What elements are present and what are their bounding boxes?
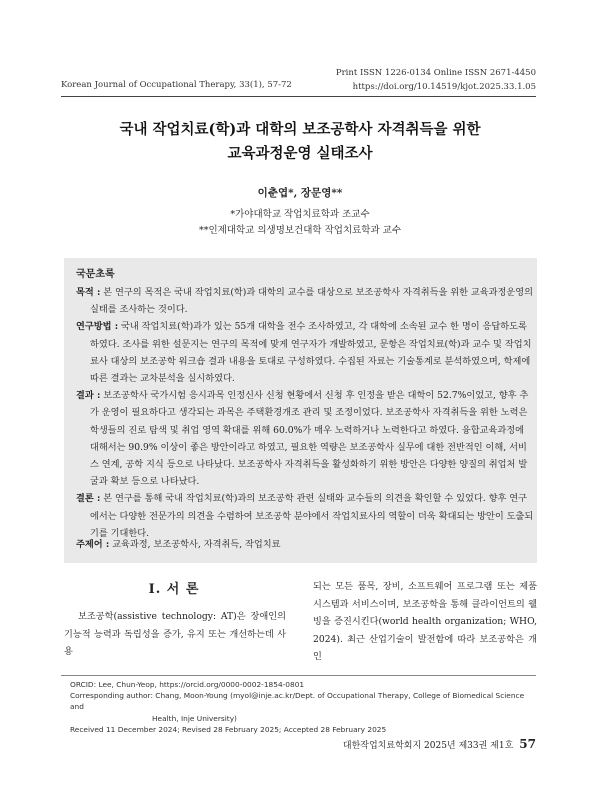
abstract-keywords: [76, 536, 281, 550]
paper-title: [0, 118, 600, 166]
abstract-method: [76, 318, 534, 387]
abstract-purpose: [76, 284, 534, 318]
title-line-1: 국내 작업치료(학)과 대학의 보조공학사 자격취득을 위한: [119, 121, 481, 138]
abstract-heading: 국문초록: [76, 269, 115, 280]
purpose-label: 목적 :: [76, 287, 101, 298]
purpose-text: 본 연구의 목적은 국내 작업치료(학)과 대학의 교수를 대상으로 보조공학사 자격취득을 위한 교육과정운영의 실태를 조사하는 것이다.: [90, 287, 534, 316]
doi-line: https://doi.org/10.14519/kjot.2025.33.1.05: [352, 82, 536, 92]
section-title: Ⅰ. 서 론: [148, 582, 200, 597]
abstract-result: [76, 387, 534, 490]
footnote-rule: [61, 675, 536, 676]
author-names: 이춘엽*, 장문영**: [257, 187, 343, 199]
footnotes: [70, 679, 540, 735]
page-footer: [343, 737, 536, 751]
result-text: 보조공학사 국가시험 응시과목 인정신사 신청 현황에서 신청 후 인정을 받은 대학이 52.7%이었고, 향후 추가 운영이 필요하다고 생각되는 과목은 주택환경개조 관리 및 조정이었다. 보조공학사 자격취득을 위한 노력은 학생들의 진로 탐색 및 취업 영역 확대를 위해 60.0%가 매우 노력하거나 노력한다고 하였다. 융합교육과정에 대해서는 90.9% 이상이 좋은 방안이라고 하였고, 필요한 역량은 보조공학사 실무에 대한 전반적인 이해, 서비스 연계, 공학 지식 등으로 나타났다. 보조공학사 자격취득을 활성화하기 위한 방안은 다양한 양질의 취업처 발굴과 확보 등으로 나타났다.: [90, 390, 529, 488]
corresponding-note: Corresponding author: Chang, Moon-Young (myol@inje.ac.kr/Dept. of Occupational Therapy, College of Biomedical Science and: [70, 691, 525, 712]
keywords-label: 주제어 :: [76, 539, 110, 550]
keywords-text: 교육과정, 보조공학사, 자격취득, 작업치료: [109, 539, 281, 550]
abstract-body: [76, 284, 534, 542]
received-note: Received 11 December 2024; Revised 28 February 2025; Accepted 28 February 2025: [70, 724, 387, 734]
title-line-2: 교육과정운영 실태조사: [227, 145, 373, 162]
conclusion-label: 결론 :: [76, 493, 101, 505]
footer-journal: 대한작업치료학회지 2025년 제33권 제1호: [342, 741, 514, 751]
method-label: 연구방법 :: [76, 321, 119, 333]
body-left-column: 보조공학(assistive technology: AT)은 장애인의 기능적 능력과 독립성을 증가, 유지 또는 개선하는데 사용: [64, 611, 286, 657]
orcid-note: ORCID: Lee, Chun-Yeop, https://orcid.org/0000-0002-1854-0801: [70, 680, 305, 689]
affiliation-1: *가야대학교 작업치료학과 조교수: [230, 209, 370, 220]
issn-doi-block: [336, 66, 536, 94]
body-right-column: 되는 모든 품목, 장비, 소프트웨어 프로그램 또는 제품 시스템과 서비스이며, 보조공학을 통해 클라이언트의 웰빙을 증진시킨다(world health organization; WHO, 2024). 최근 산업기술이 발전함에 따라 보조공학은 개인: [313, 581, 537, 662]
page-number: 57: [519, 737, 536, 751]
abstract-conclusion: [76, 490, 534, 542]
issn-line: Print ISSN 1226-0134 Online ISSN 2671-4450: [335, 68, 536, 78]
journal-citation: Korean Journal of Occupational Therapy, 33(1), 57-72: [61, 80, 292, 90]
conclusion-text: 본 연구를 통해 국내 작업치료(학)과의 보조공학 관련 실태와 교수들의 의견을 확인할 수 있었다. 향후 연구에서는 다양한 전문가의 의견을 수렴하여 보조공학 분야에서 작업치료사의 역할이 더욱 확대되는 방안이 도출되기를 기대한다.: [90, 493, 534, 539]
affiliation-2: **인제대학교 의생명보건대학 작업치료학과 교수: [198, 225, 402, 236]
result-label: 결과 :: [76, 390, 101, 402]
corresponding-note-cont: Health, Inje University): [152, 713, 237, 723]
method-text: 국내 작업치료(학)과가 있는 55개 대학을 전수 조사하였고, 각 대학에 소속된 교수 한 명이 응답하도록 하였다. 조사를 위한 설문지는 연구의 목적에 맞게 연구자가 개발하였고, 문항은 작업치료(학)과 교수 및 작업치료사 대상의 보조공학 워크숍 결과 내용을 토대로 구성하였다. 수집된 자료는 기술통계로 분석하였으며, 학제에 따른 결과는 교차분석을 실시하였다.: [90, 321, 532, 385]
header-rule: [61, 96, 536, 97]
